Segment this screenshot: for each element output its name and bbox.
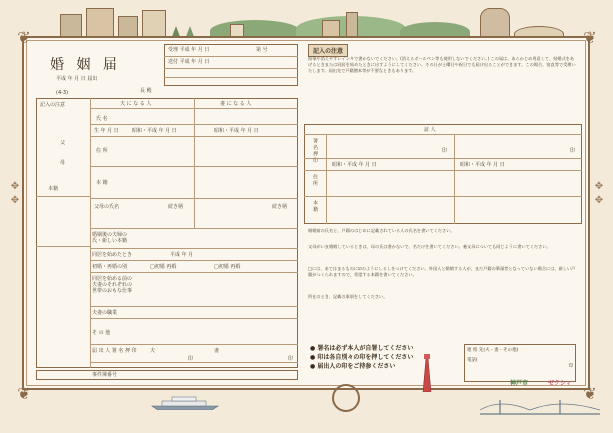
sent-label: 送付 平成 年 月 日 xyxy=(168,59,210,65)
wife-header: 妻 に な る 人 xyxy=(220,101,252,107)
corner-ornament-icon: ❦ xyxy=(17,384,31,403)
wife-birth-value[interactable]: 昭和・平成 年 月 日 xyxy=(214,128,259,134)
notes-body: 鉛筆や消えやすいインキで書かないでください。(消えるボールペン等も使用しないでください。) この届は、あらかじめ用意して、結婚式をあげるときまたは同居を始めたときに出すようにしてください。その日が土曜日や祝日でも届け出ることができます。この場合、宿直等で受理いたします。届出先で戸籍謄本等が不要なときもあります。 xyxy=(308,56,576,73)
bullet-item: ● 署名は必ず本人が自署してください xyxy=(310,345,414,352)
witness-sign-label: 署 名 押 印 xyxy=(312,138,318,163)
parents-label: 父母の氏名 xyxy=(94,204,120,210)
bullet-item: ● 届出人の印をご持参ください xyxy=(310,363,396,370)
bullet-list xyxy=(310,344,413,371)
birth-label: 生 年 月 日 xyxy=(94,128,119,134)
first-marriage-wife[interactable]: □初婚 再婚 xyxy=(214,264,241,270)
wife-seal-label: 印 xyxy=(288,356,294,362)
husband-header: 夫 に な る 人 xyxy=(120,101,152,107)
signature-label: 届 出 人 署 名 押 印 xyxy=(92,348,137,354)
marriage-name-label: 婚姻後の夫婦の氏・新しい本籍 xyxy=(92,232,128,244)
cruise-ship-icon xyxy=(150,396,220,410)
name-label: 氏 名 xyxy=(96,116,108,122)
form-title: 婚 姻 届 xyxy=(50,57,121,73)
witness2-birth[interactable]: 昭和・平成 年 月 日 xyxy=(460,162,505,168)
witness1-seal: 印 xyxy=(442,148,448,154)
contact-box xyxy=(464,344,576,382)
contact-phone-label[interactable]: 電話( xyxy=(467,358,478,363)
note-1: 婚姻前の氏名と、戸籍のはじめに記載されている人の氏名を書いてください。 xyxy=(308,228,455,233)
submit-date: 平成 年 月 日 届出 xyxy=(56,76,98,82)
witness-domicile-label: 本 籍 xyxy=(312,200,318,212)
wife-sign-label: 妻 xyxy=(214,348,220,354)
bullet-item: ● 印は各自別々の印を押してください xyxy=(310,354,414,361)
kobe-city-logo: 神戸市 xyxy=(510,380,529,387)
to-label: 長 殿 xyxy=(140,88,152,94)
work-label: 同居を始める前の夫妻のそれぞれの世帯のおもな仕事 xyxy=(92,276,133,294)
contact-label: 連 絡 先(夫・妻・その他) xyxy=(467,348,519,353)
case-number-label: 事件簿番号 xyxy=(92,372,118,378)
zexy-logo: ゼクシィ xyxy=(548,380,572,387)
domicile-label: 本 籍 xyxy=(96,180,108,186)
occupation-label: 夫妻の職業 xyxy=(92,310,118,316)
case-number-row xyxy=(36,370,298,380)
doc-number: (4-3) xyxy=(56,90,69,96)
first-marriage-label: 初婚・再婚の別 xyxy=(92,264,128,270)
cohabit-value[interactable]: 平成 年 月 xyxy=(170,252,194,258)
side-ornament-icon: ✥ ✥ xyxy=(10,181,20,206)
address-label: 住 所 xyxy=(96,148,108,154)
note-3: □には、あてはまるものに☑のようにしるしをつけてください。外国人と婚姻する人が、まだ戸籍の筆頭者となっていない場合には、新しい戸籍がつくられますので、希望する本籍を書いてください。 xyxy=(308,266,576,277)
kobe-port-tower-icon xyxy=(420,352,434,392)
side-label-father: 父 xyxy=(60,140,66,146)
notes-header: 記入の注意 xyxy=(308,44,348,57)
witness1-birth[interactable]: 昭和・平成 年 月 日 xyxy=(332,162,377,168)
relation-label-wife: 続き柄 xyxy=(272,204,288,210)
receipt-label: 受理 平成 年 月 日 xyxy=(168,47,210,53)
note-4: 所在のとき、記載の事項をしてください。 xyxy=(308,294,388,299)
side-ornament-icon: ✥ ✥ xyxy=(594,181,604,206)
number-label: 第 号 xyxy=(256,47,268,53)
witness-header: 証 人 xyxy=(424,127,436,133)
other-label: そ の 他 xyxy=(92,330,111,336)
husband-sign-label: 夫 xyxy=(150,348,156,354)
witness-table xyxy=(304,124,582,224)
suspension-bridge-icon xyxy=(480,396,600,418)
note-2: 父母がいま婚姻しているときは、母の氏は書かないで、名だけを書いてください。養父母についても同じように書いてください。 xyxy=(308,244,551,249)
side-label-notes: 記入の注意 xyxy=(40,102,66,108)
husband-birth-value[interactable]: 昭和・平成 年 月 日 xyxy=(132,128,177,134)
side-label-domicile: 本籍 xyxy=(48,186,59,192)
ferris-wheel-icon xyxy=(332,384,360,412)
side-label-mother: 母 xyxy=(60,160,66,166)
corner-ornament-icon: ❦ xyxy=(583,28,597,47)
contact-seal-label: 印 xyxy=(568,364,573,369)
witness-address-label: 住 所 xyxy=(312,174,318,186)
relation-label-husband: 続き柄 xyxy=(168,204,184,210)
corner-ornament-icon: ❦ xyxy=(583,384,597,403)
cohabit-label: 同居を始めたとき xyxy=(92,252,133,258)
witness2-seal: 印 xyxy=(570,148,576,154)
instructions-panel xyxy=(304,44,582,382)
husband-seal-label: 印 xyxy=(188,356,194,362)
corner-ornament-icon: ❦ xyxy=(17,28,31,47)
main-form-grid xyxy=(36,98,298,368)
first-marriage-husband[interactable]: □初婚 再婚 xyxy=(150,264,177,270)
